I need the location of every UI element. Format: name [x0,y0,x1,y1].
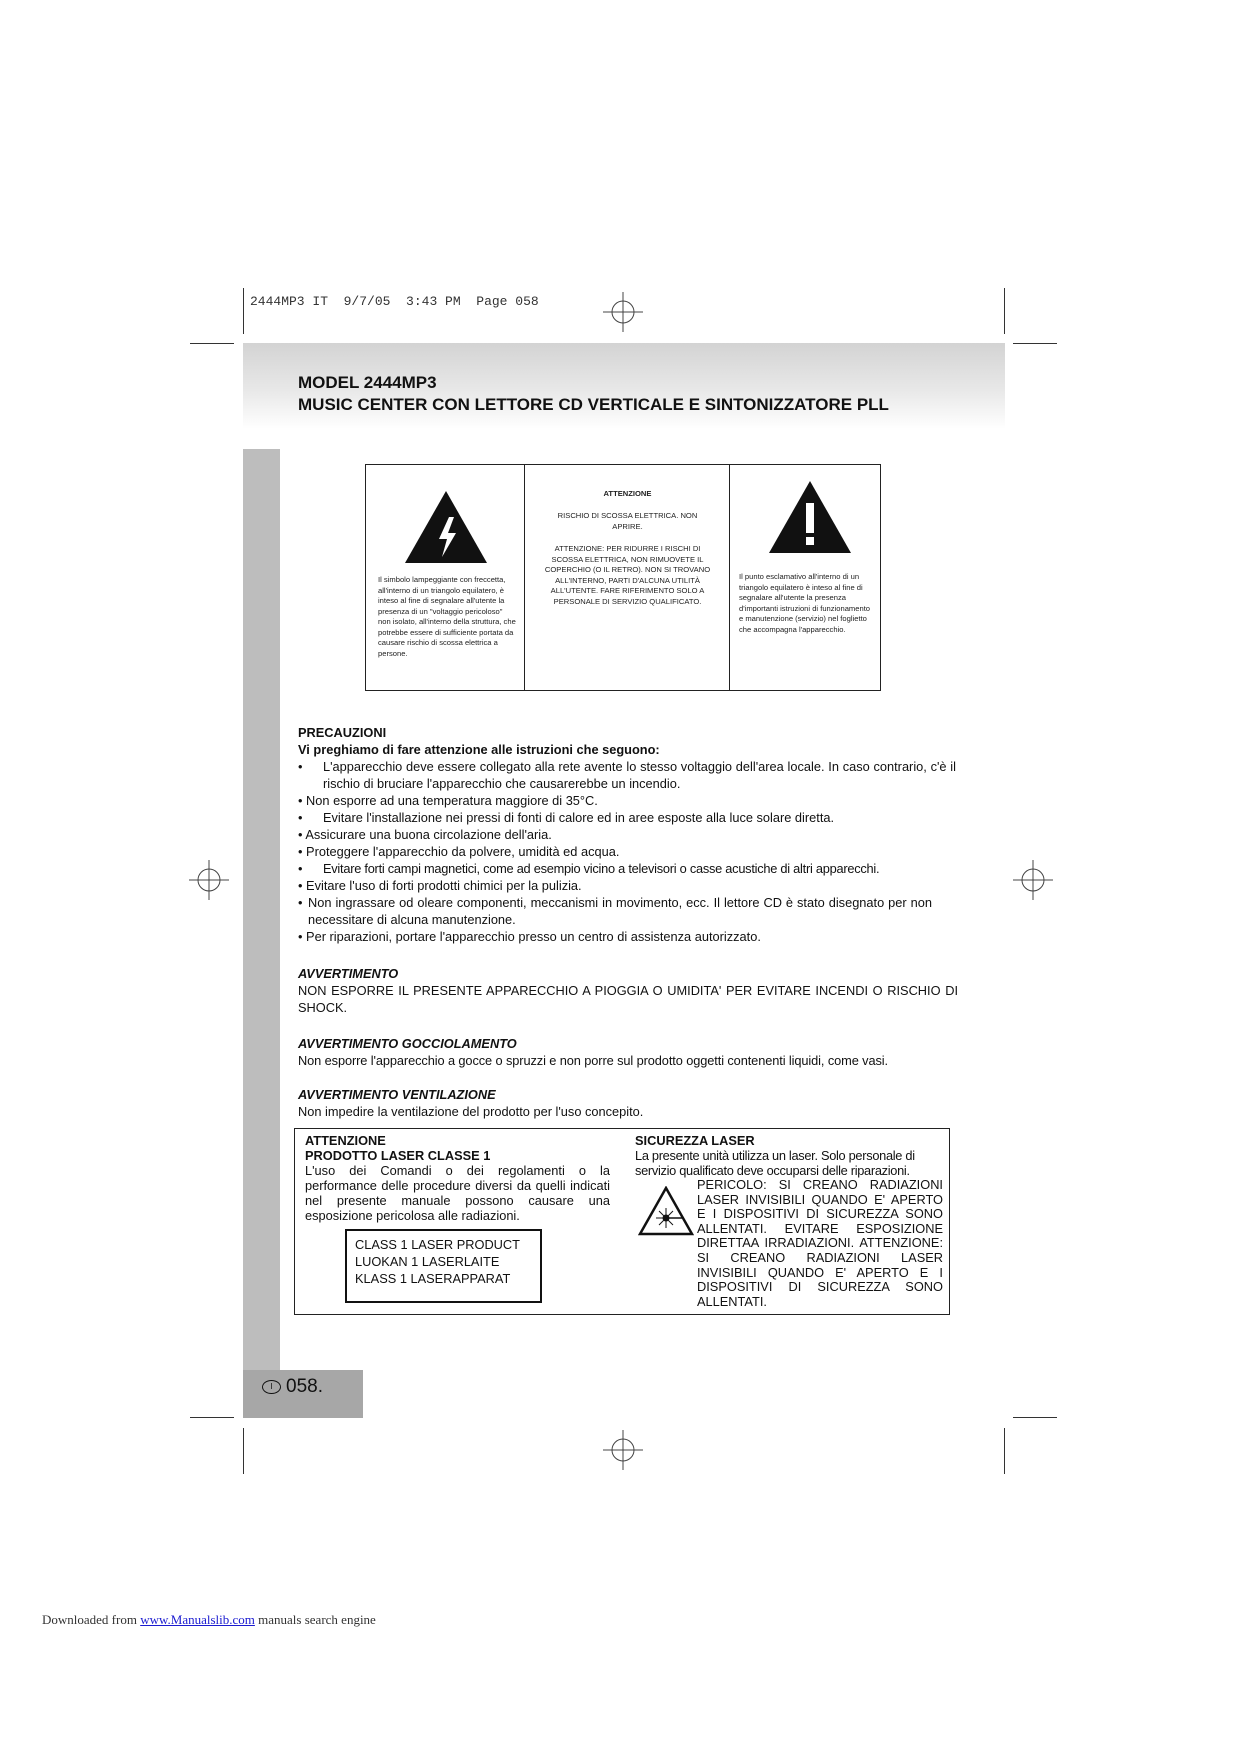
product-title: MUSIC CENTER CON LETTORE CD VERTICALE E SINTONIZZATORE PLL [298,395,889,414]
language-icon: I [262,1380,281,1394]
electric-shock-warning-icon [403,489,489,565]
side-bar [243,449,280,1415]
laser-class-label [345,1229,542,1303]
crop-mark [243,288,244,334]
ventilation-warning-text: Non impedire la ventilazione del prodotto per l'uso concepito. [298,1104,644,1119]
crop-mark [190,343,234,344]
crop-mark [1013,1417,1057,1418]
download-footer [42,1612,376,1628]
list-item: • L'apparecchio deve essere collegato alla rete avente lo stesso voltaggio dell'area locale. In caso contrario, c'è il rischio di bruciare l'apparecchio che causarerebbe un incendio. [298,759,956,791]
page-title [298,372,889,416]
registration-mark-icon [603,1430,643,1470]
crop-mark [1013,343,1057,344]
page-number: 058. [286,1376,323,1397]
model-name: MODEL 2444MP3 [298,373,437,392]
laser-radiation-warning-icon [638,1186,694,1236]
list-item: • Non ingrassare od oleare componenti, meccanismi in movimento, ecc. Il lettore CD è stato disegnato per non necessitare di alcuna manutenzione. [298,895,932,927]
registration-mark-icon [603,292,643,332]
ventilation-warning-title: AVVERTIMENTO VENTILAZIONE [298,1087,496,1102]
list-item: • Non esporre ad una temperatura maggiore di 35°C. [298,793,598,808]
slug-time: 3:43 PM [406,294,461,309]
registration-mark-icon [189,860,229,900]
slug-file: 2444MP3 IT [250,294,329,309]
slug-page-label: Page [476,294,508,309]
caution-line-1: RISCHIO DI SCOSSA ELETTRICA. NON APRIRE. [557,511,698,531]
laser-class-line: CLASS 1 LASER PRODUCT [355,1237,520,1252]
caution-title: ATTENZIONE [603,489,652,498]
list-item: • Evitare forti campi magnetici, come ad esempio vicino a televisori o casse acustiche di altri apparecchi. [298,861,880,876]
laser-caution-text: L'uso dei Comandi o dei regolamenti o la performance delle procedure diversi da quelli indicati nel presente manuale possono causare una esposizione pericolosa alle radiazioni. [305,1163,610,1223]
list-item: • Proteggere l'apparecchio da polvere, umidità ed acqua. [298,844,620,859]
crop-mark [243,1428,244,1474]
crop-mark [1004,1428,1005,1474]
precautions-heading: PRECAUZIONI [298,725,387,740]
warning-title: AVVERTIMENTO [298,966,399,981]
crop-mark [190,1417,234,1418]
safety-symbols-box [365,464,881,691]
footer-suffix: manuals search engine [258,1612,376,1627]
list-item: • Evitare l'installazione nei pressi di fonti di calore ed in aree esposte alla luce solare diretta. [298,810,835,825]
laser-class-title: PRODOTTO LASER CLASSE 1 [305,1148,491,1163]
laser-danger-text: PERICOLO: SI CREANO RADIAZIONI LASER INVISIBILI QUANDO E' APERTO E I DISPOSITIVI DI SICUREZZA SONO ALLENTATI. EVITARE ESPOSIZIONE DIRETTAA IRRADIAZIONI. ATTENZIONE: SI CREANO RADIAZIONI LASER INVISIBILI QUANDO E' APERTO E I DISPOSITIVI DI SICUREZZA SONO ALLENTATI. [697,1177,943,1309]
shock-symbol-column [366,465,525,690]
laser-caution-title: ATTENZIONE [305,1133,386,1148]
shock-symbol-description: Il simbolo lampeggiante con freccetta, all'interno di un triangolo equilatero, è inteso al fine di segnalare all'utente la presenza di un "voltaggio pericoloso" non isolato, all'interno della struttura, che potrebbe essere di sufficiente portata da causare rischio di scossa elettrica a persone. [378,575,516,658]
caution-line-2: ATTENZIONE: PER RIDURRE I RISCHI DI SCOSSA ELETTRICA, NON RIMUOVETE IL COPERCHIO (O IL RETRO). NON SI TROVANO ALL'INTERNO, PARTI D'ALCUNA UTILITÀ ALL'UTENTE. FARE RIFERIMENTO SOLO A PERSONALE DI SERVIZIO QUALIFICATO. [544,544,711,606]
manualslib-link[interactable]: www.Manualslib.com [140,1612,255,1627]
list-item: • Assicurare una buona circolazione dell'aria. [298,827,552,842]
laser-class-line: LUOKAN 1 LASERLAITE [355,1254,500,1269]
drip-warning-text: Non esporre l'apparecchio a gocce o spruzzi e non porre sul prodotto oggetti contenenti liquidi, come vasi. [298,1053,888,1068]
exclamation-symbol-column [731,465,880,690]
laser-safety-title: SICUREZZA LASER [635,1133,755,1148]
exclamation-warning-icon [767,479,853,555]
laser-class-line: KLASS 1 LASERAPPARAT [355,1271,511,1286]
print-slug-line [250,294,539,309]
registration-mark-icon [1013,860,1053,900]
footer-prefix: Downloaded from [42,1612,137,1627]
slug-page: 058 [515,294,539,309]
list-item: • Evitare l'uso di forti prodotti chimici per la pulizia. [298,878,582,893]
drip-warning-title: AVVERTIMENTO GOCCIOLAMENTO [298,1036,517,1051]
crop-mark [1004,288,1005,334]
list-item: • Per riparazioni, portare l'apparecchio presso un centro di assistenza autorizzato. [298,929,761,944]
slug-date: 9/7/05 [343,294,391,309]
precautions-subheading: Vi preghiamo di fare attenzione alle istruzioni che seguono: [298,742,660,757]
precautions-list [298,758,956,945]
warning-text: NON ESPORRE IL PRESENTE APPARECCHIO A PIOGGIA O UMIDITA' PER EVITARE INCENDI O RISCHIO DI SHOCK. [298,983,958,1015]
exclamation-symbol-description: Il punto esclamativo all'interno di un triangolo equilatero è inteso al fine di segnalare all'utente la presenza d'importanti istruzioni di funzionamento e manutenzione (servizio) nel foglietto che accompagna l'apparecchio. [739,572,871,634]
laser-safety-intro: La presente unità utilizza un laser. Solo personale di servizio qualificato deve occuparsi delle riparazioni. [635,1148,915,1178]
caution-text-column [526,465,730,690]
